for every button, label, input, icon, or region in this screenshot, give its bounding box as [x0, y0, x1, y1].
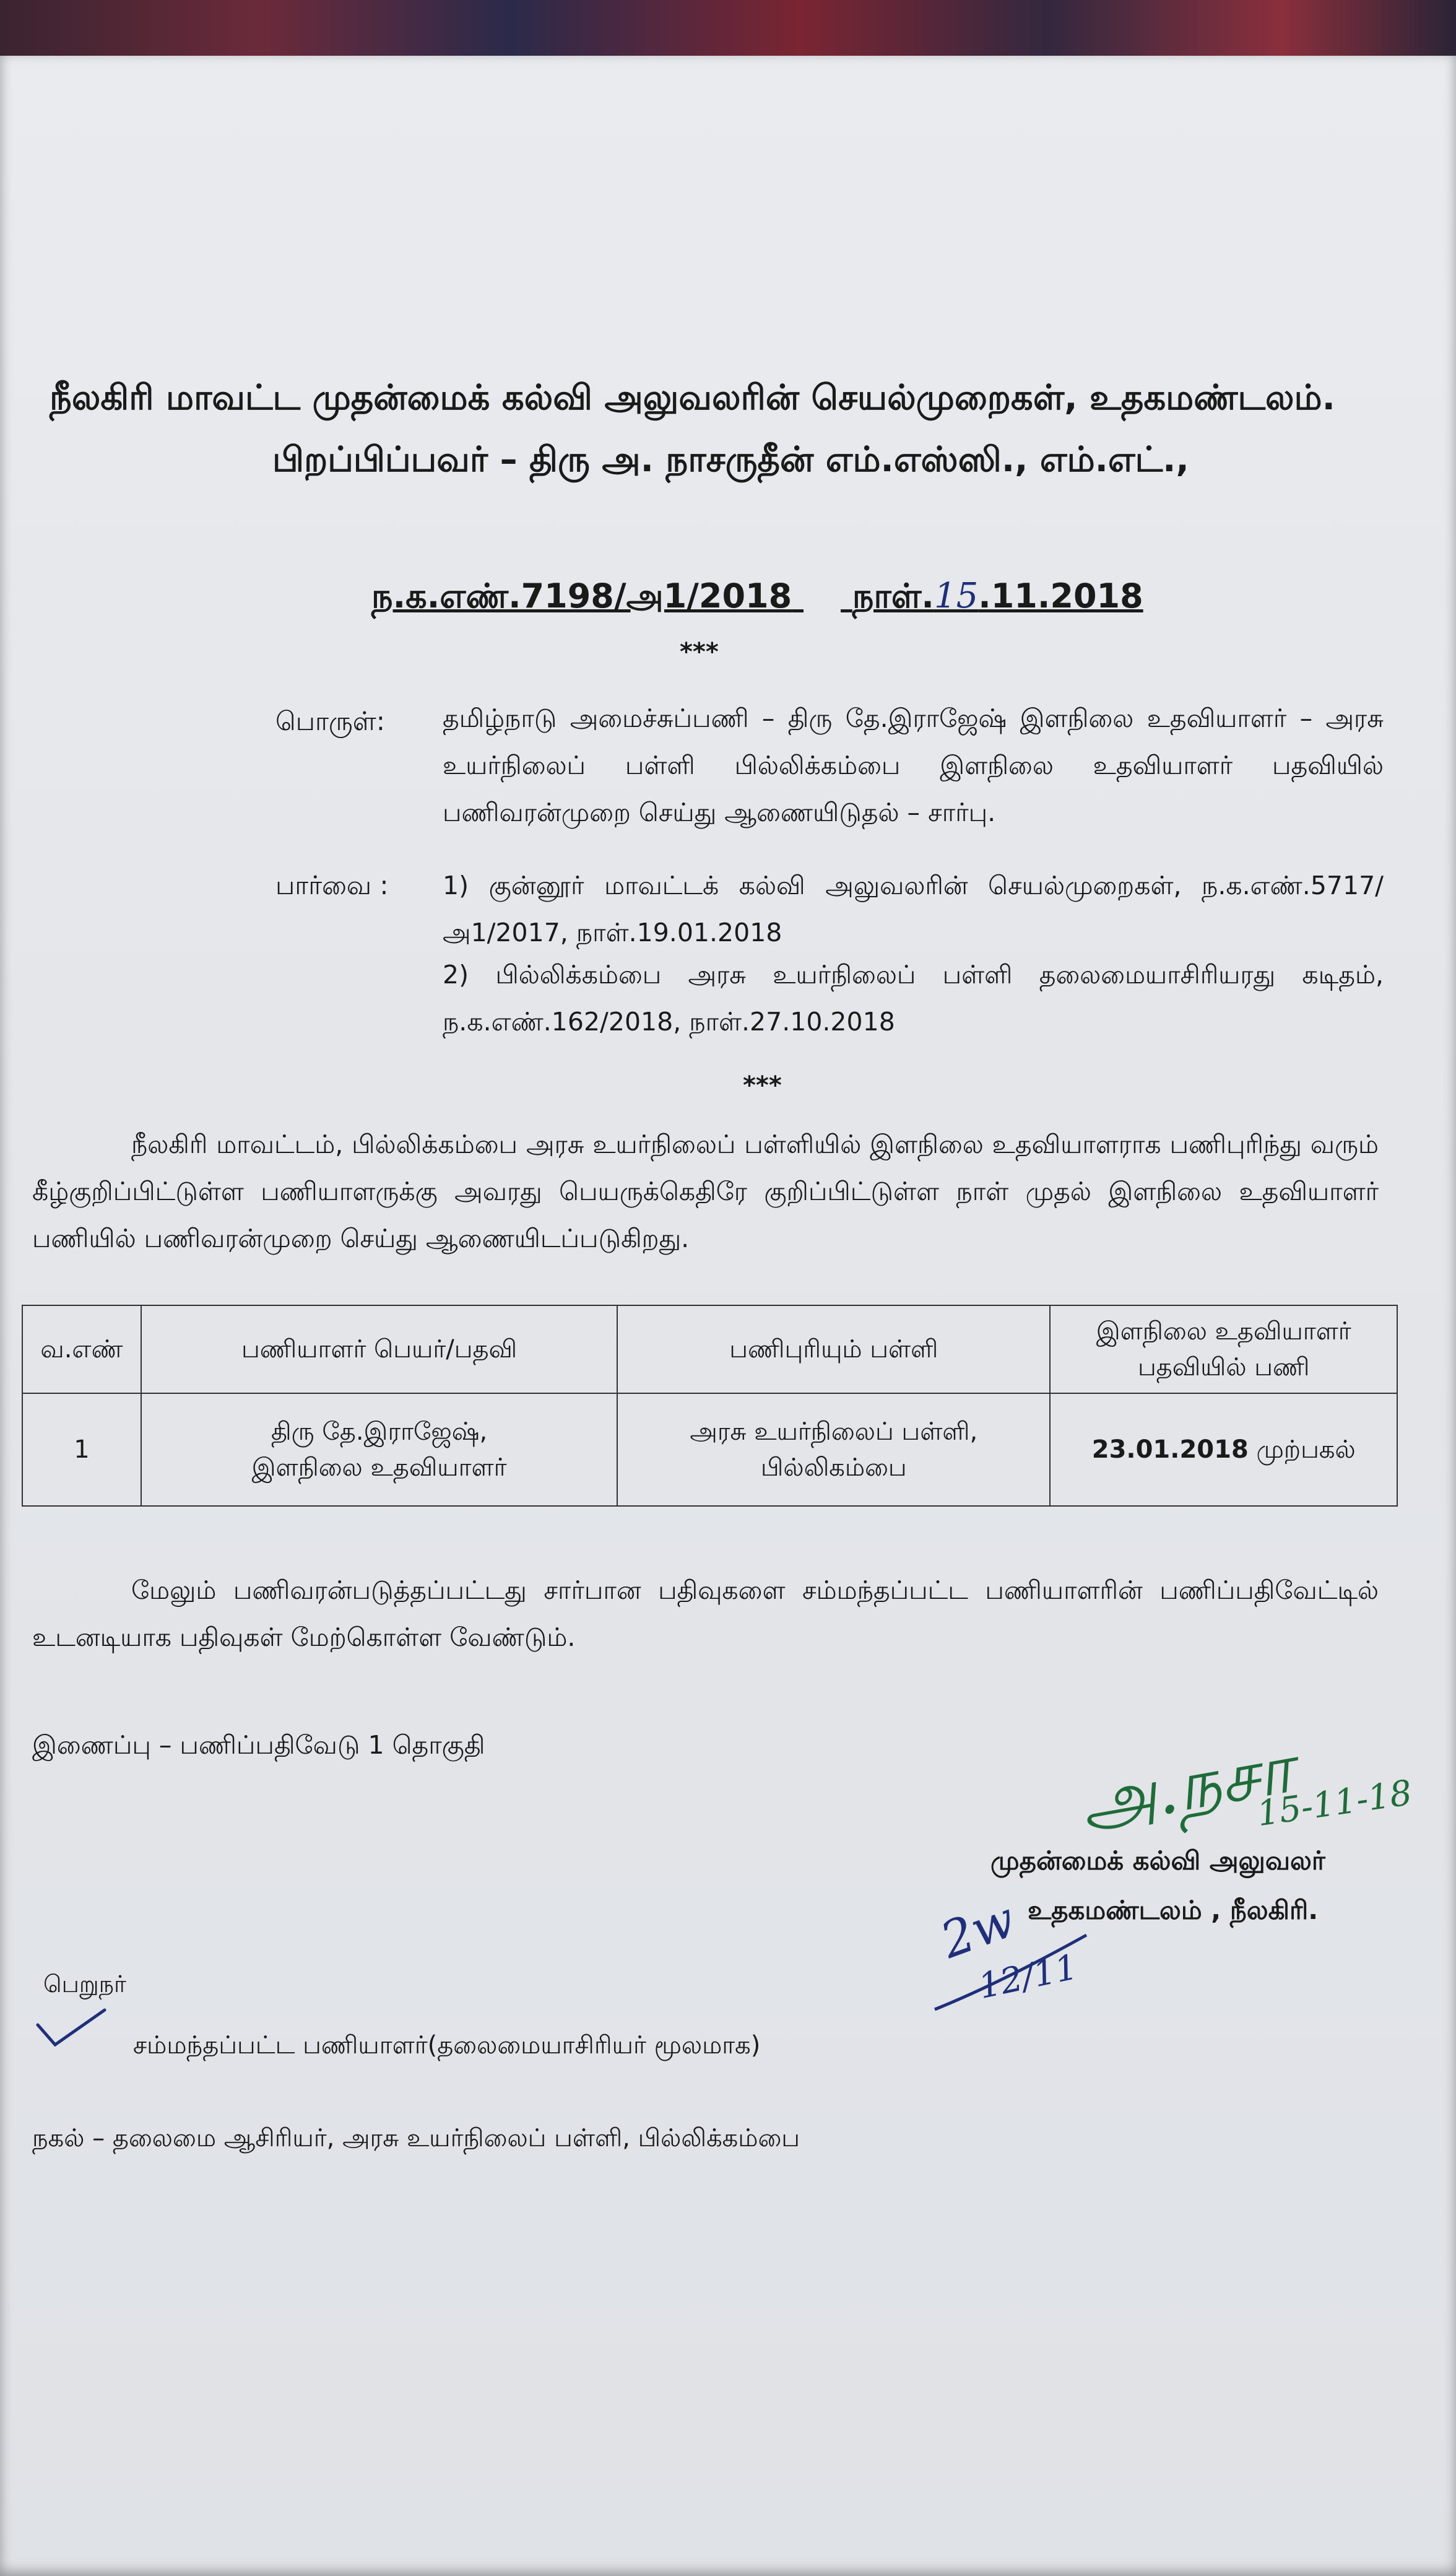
- reference-number: [371, 576, 1143, 620]
- signatory-place: உதகமண்டலம் , நீலகிரி.: [1028, 1895, 1319, 1925]
- order-table: [22, 1305, 1398, 1507]
- col-name: பணியாளர் பெயர்/பதவி: [141, 1305, 617, 1393]
- enclosure-note: இணைப்பு – பணிப்பதிவேடு 1 தொகுதி: [32, 1730, 485, 1760]
- office-title: நீலகிரி மாவட்ட முதன்மைக் கல்வி அலுவலரின் செயல்முறைகள், உதகமண்டலம்.: [50, 378, 1335, 418]
- employee-designation: இளநிலை உதவியாளர்: [251, 1453, 507, 1482]
- handwritten-initial: 2w: [933, 1890, 1023, 1970]
- employee-name: திரு தே.இராஜேஷ்,: [271, 1417, 488, 1446]
- col-sno: வ.எண்: [22, 1305, 141, 1393]
- reference-item-2: 2) பில்லிக்கம்பை அரசு உயர்நிலைப் பள்ளி தலைமையாசிரியரது கடிதம், ந.க.எண்.162/2018, நாள்.27.10.2018: [443, 960, 1384, 1037]
- ref-date-suffix: .11.2018: [978, 577, 1143, 616]
- instruction-paragraph: மேலும் பணிவரன்படுத்தப்பட்டது சார்பான பதிவுகளை சம்மந்தப்பட்ட பணியாளரின் பணிப்பதிவேட்டில் உடனடியாக பதிவுகள் மேற்கொள்ள வேண்டும்.: [32, 1575, 1379, 1652]
- cell-name: [141, 1393, 617, 1506]
- col-school: பணிபுரியும் பள்ளி: [617, 1305, 1050, 1393]
- cell-date: [1050, 1393, 1397, 1506]
- cell-sno: 1: [22, 1393, 141, 1506]
- reference-item-1: 1) குன்னூர் மாவட்டக் கல்வி அலுவலரின் செயல்முறைகள், ந.க.எண்.5717/அ1/2017, நாள்.19.01.2018: [443, 871, 1384, 947]
- references-label: பார்வை :: [275, 870, 389, 900]
- school-line-1: அரசு உயர்நிலைப் பள்ளி,: [690, 1417, 978, 1446]
- recipient-text: சம்மந்தப்பட்ட பணியாளர்(தலைமையாசிரியர் மூலமாக): [133, 2031, 761, 2060]
- handwritten-signature: அ.நசா: [1074, 1728, 1299, 1844]
- handwritten-sign-date: 15-11-18: [1254, 1772, 1415, 1835]
- order-paragraph: நீலகிரி மாவட்டம், பில்லிக்கம்பை அரசு உயர்நிலைப் பள்ளியில் இளநிலை உதவியாளராக பணிபுரிந்து வரும் கீழ்குறிப்பிட்டுள்ள பணியாளருக்கு அவரது பெயருக்கெதிரே குறிப்பிட்டுள்ள நாள் முதல் இளநிலை உதவியாளர் பணியில் பணிவரன்முறை செய்து ஆணையிடப்படுகிறது.: [32, 1129, 1379, 1253]
- ref-number: ந.க.எண்.7198/அ1/2018: [371, 577, 792, 616]
- col-service: இளநிலை உதவியாளர் பதவியில் பணி: [1050, 1305, 1397, 1393]
- service-session: முற்பகல்: [1256, 1435, 1356, 1464]
- separator-stars-2: ***: [743, 1071, 782, 1100]
- subject-text: தமிழ்நாடு அமைச்சுப்பணி – திரு தே.இராஜேஷ் இளநிலை உதவியாளர் – அரசு உயர்நிலைப் பள்ளி பில்லிக்கம்பை இளநிலை உதவியாளர் பதவியில் பணிவரன்முறை செய்து ஆணையிடுதல் – சார்பு.: [443, 703, 1384, 827]
- signatory-title: முதன்மைக் கல்வி அலுவலர்: [990, 1845, 1325, 1876]
- cell-school: [617, 1393, 1050, 1506]
- handwritten-initial-date: 12/11: [975, 1946, 1081, 2008]
- issuer-line: பிறப்பிப்பவர் – திரு அ. நாசருதீன் எம்.எஸ்ஸி., எம்.எட்.,: [272, 440, 1189, 480]
- subject-label: பொருள்:: [275, 706, 385, 736]
- service-date: 23.01.2018: [1091, 1435, 1249, 1464]
- school-line-2: பில்லிகம்பை: [760, 1453, 907, 1482]
- table-header-row: [22, 1305, 1397, 1393]
- copy-to: நகல் – தலைமை ஆசிரியர், அரசு உயர்நிலைப் பள்ளி, பில்லிக்கம்பை: [32, 2124, 800, 2152]
- separator-stars: ***: [680, 638, 719, 666]
- tick-mark-icon: [34, 2006, 108, 2050]
- recipient-label: பெறுநர்: [43, 1970, 126, 1998]
- ref-date-handwritten: 15: [934, 576, 979, 616]
- ref-date-label: நாள்.: [852, 577, 934, 616]
- table-row: [22, 1393, 1397, 1506]
